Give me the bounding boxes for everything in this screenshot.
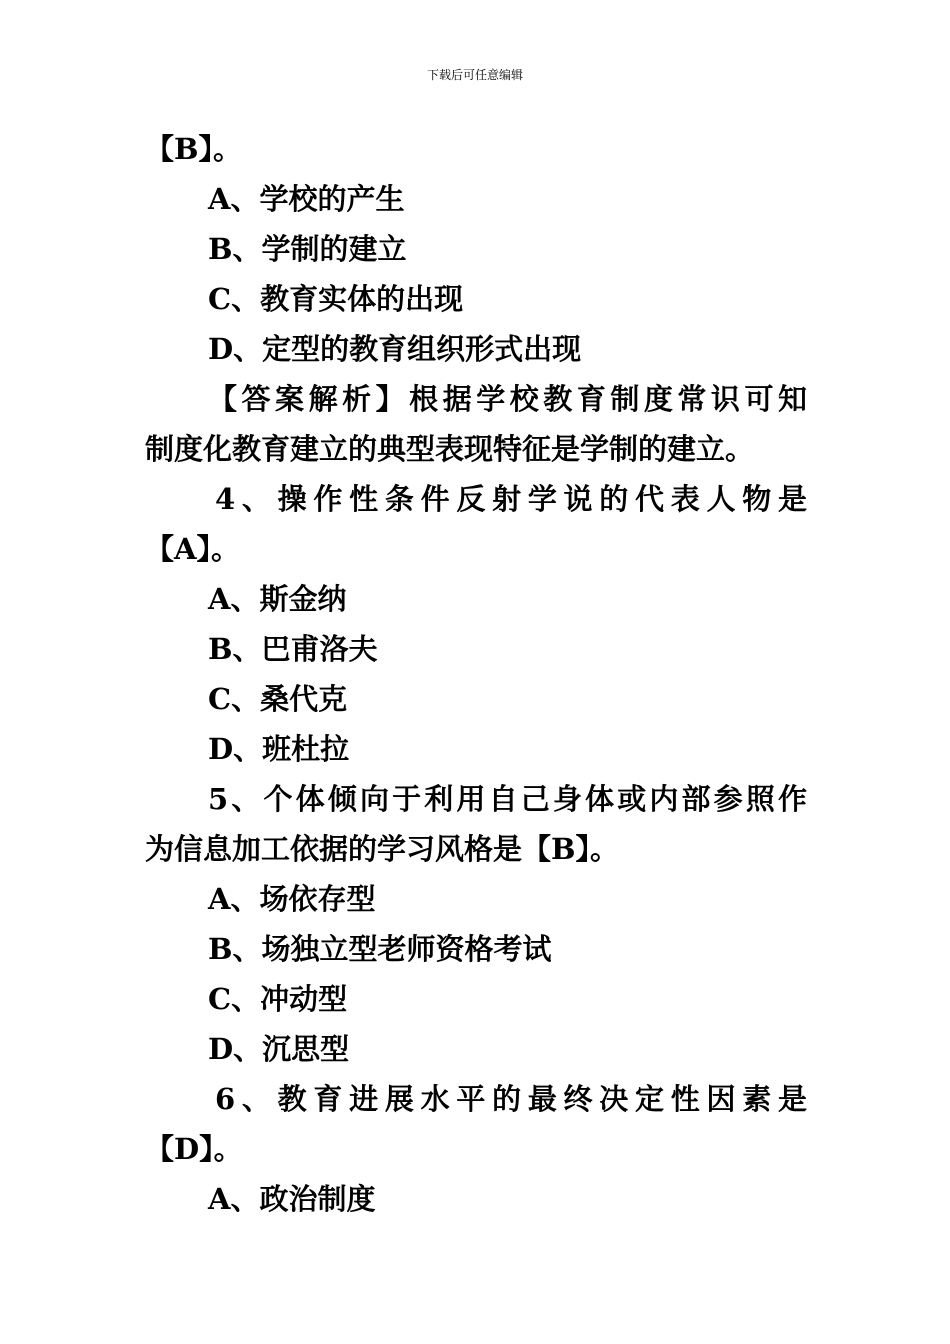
option-c: C、教育实体的出现 bbox=[208, 282, 464, 316]
answer-line: 【D】。 bbox=[145, 1132, 243, 1166]
option-a: A、斯金纳 bbox=[208, 582, 347, 616]
question-4: 4、操作性条件反射学说的代表人物是 bbox=[215, 482, 807, 516]
option-b: B、巴甫洛夫 bbox=[208, 632, 378, 666]
option-c: C、冲动型 bbox=[208, 982, 348, 1016]
option-d: D、沉思型 bbox=[208, 1032, 350, 1066]
option-b: B、场独立型老师资格考试 bbox=[208, 932, 552, 966]
option-b: B、学制的建立 bbox=[208, 232, 407, 266]
option-d: D、班杜拉 bbox=[208, 732, 350, 766]
answer-line: 【B】。 bbox=[145, 132, 243, 166]
page-header: 下载后可任意编辑 bbox=[426, 68, 523, 82]
analysis-line-continued: 制度化教育建立的典型表现特征是学制的建立。 bbox=[145, 432, 755, 466]
question-5: 5、个体倾向于利用自己身体或内部参照作 bbox=[208, 782, 807, 816]
option-d: D、定型的教育组织形式出现 bbox=[208, 332, 582, 366]
question-6: 6、教育进展水平的最终决定性因素是 bbox=[215, 1082, 807, 1116]
document-body bbox=[145, 124, 807, 1224]
analysis-line: 【答案解析】根据学校教育制度常识可知 bbox=[208, 382, 807, 416]
option-a: A、学校的产生 bbox=[208, 182, 405, 216]
answer-line: 【A】。 bbox=[145, 532, 241, 566]
option-c: C、桑代克 bbox=[208, 682, 348, 716]
question-5-continued: 为信息加工依据的学习风格是【B】。 bbox=[145, 832, 620, 866]
option-a: A、场依存型 bbox=[208, 882, 376, 916]
option-a: A、政治制度 bbox=[208, 1182, 376, 1216]
